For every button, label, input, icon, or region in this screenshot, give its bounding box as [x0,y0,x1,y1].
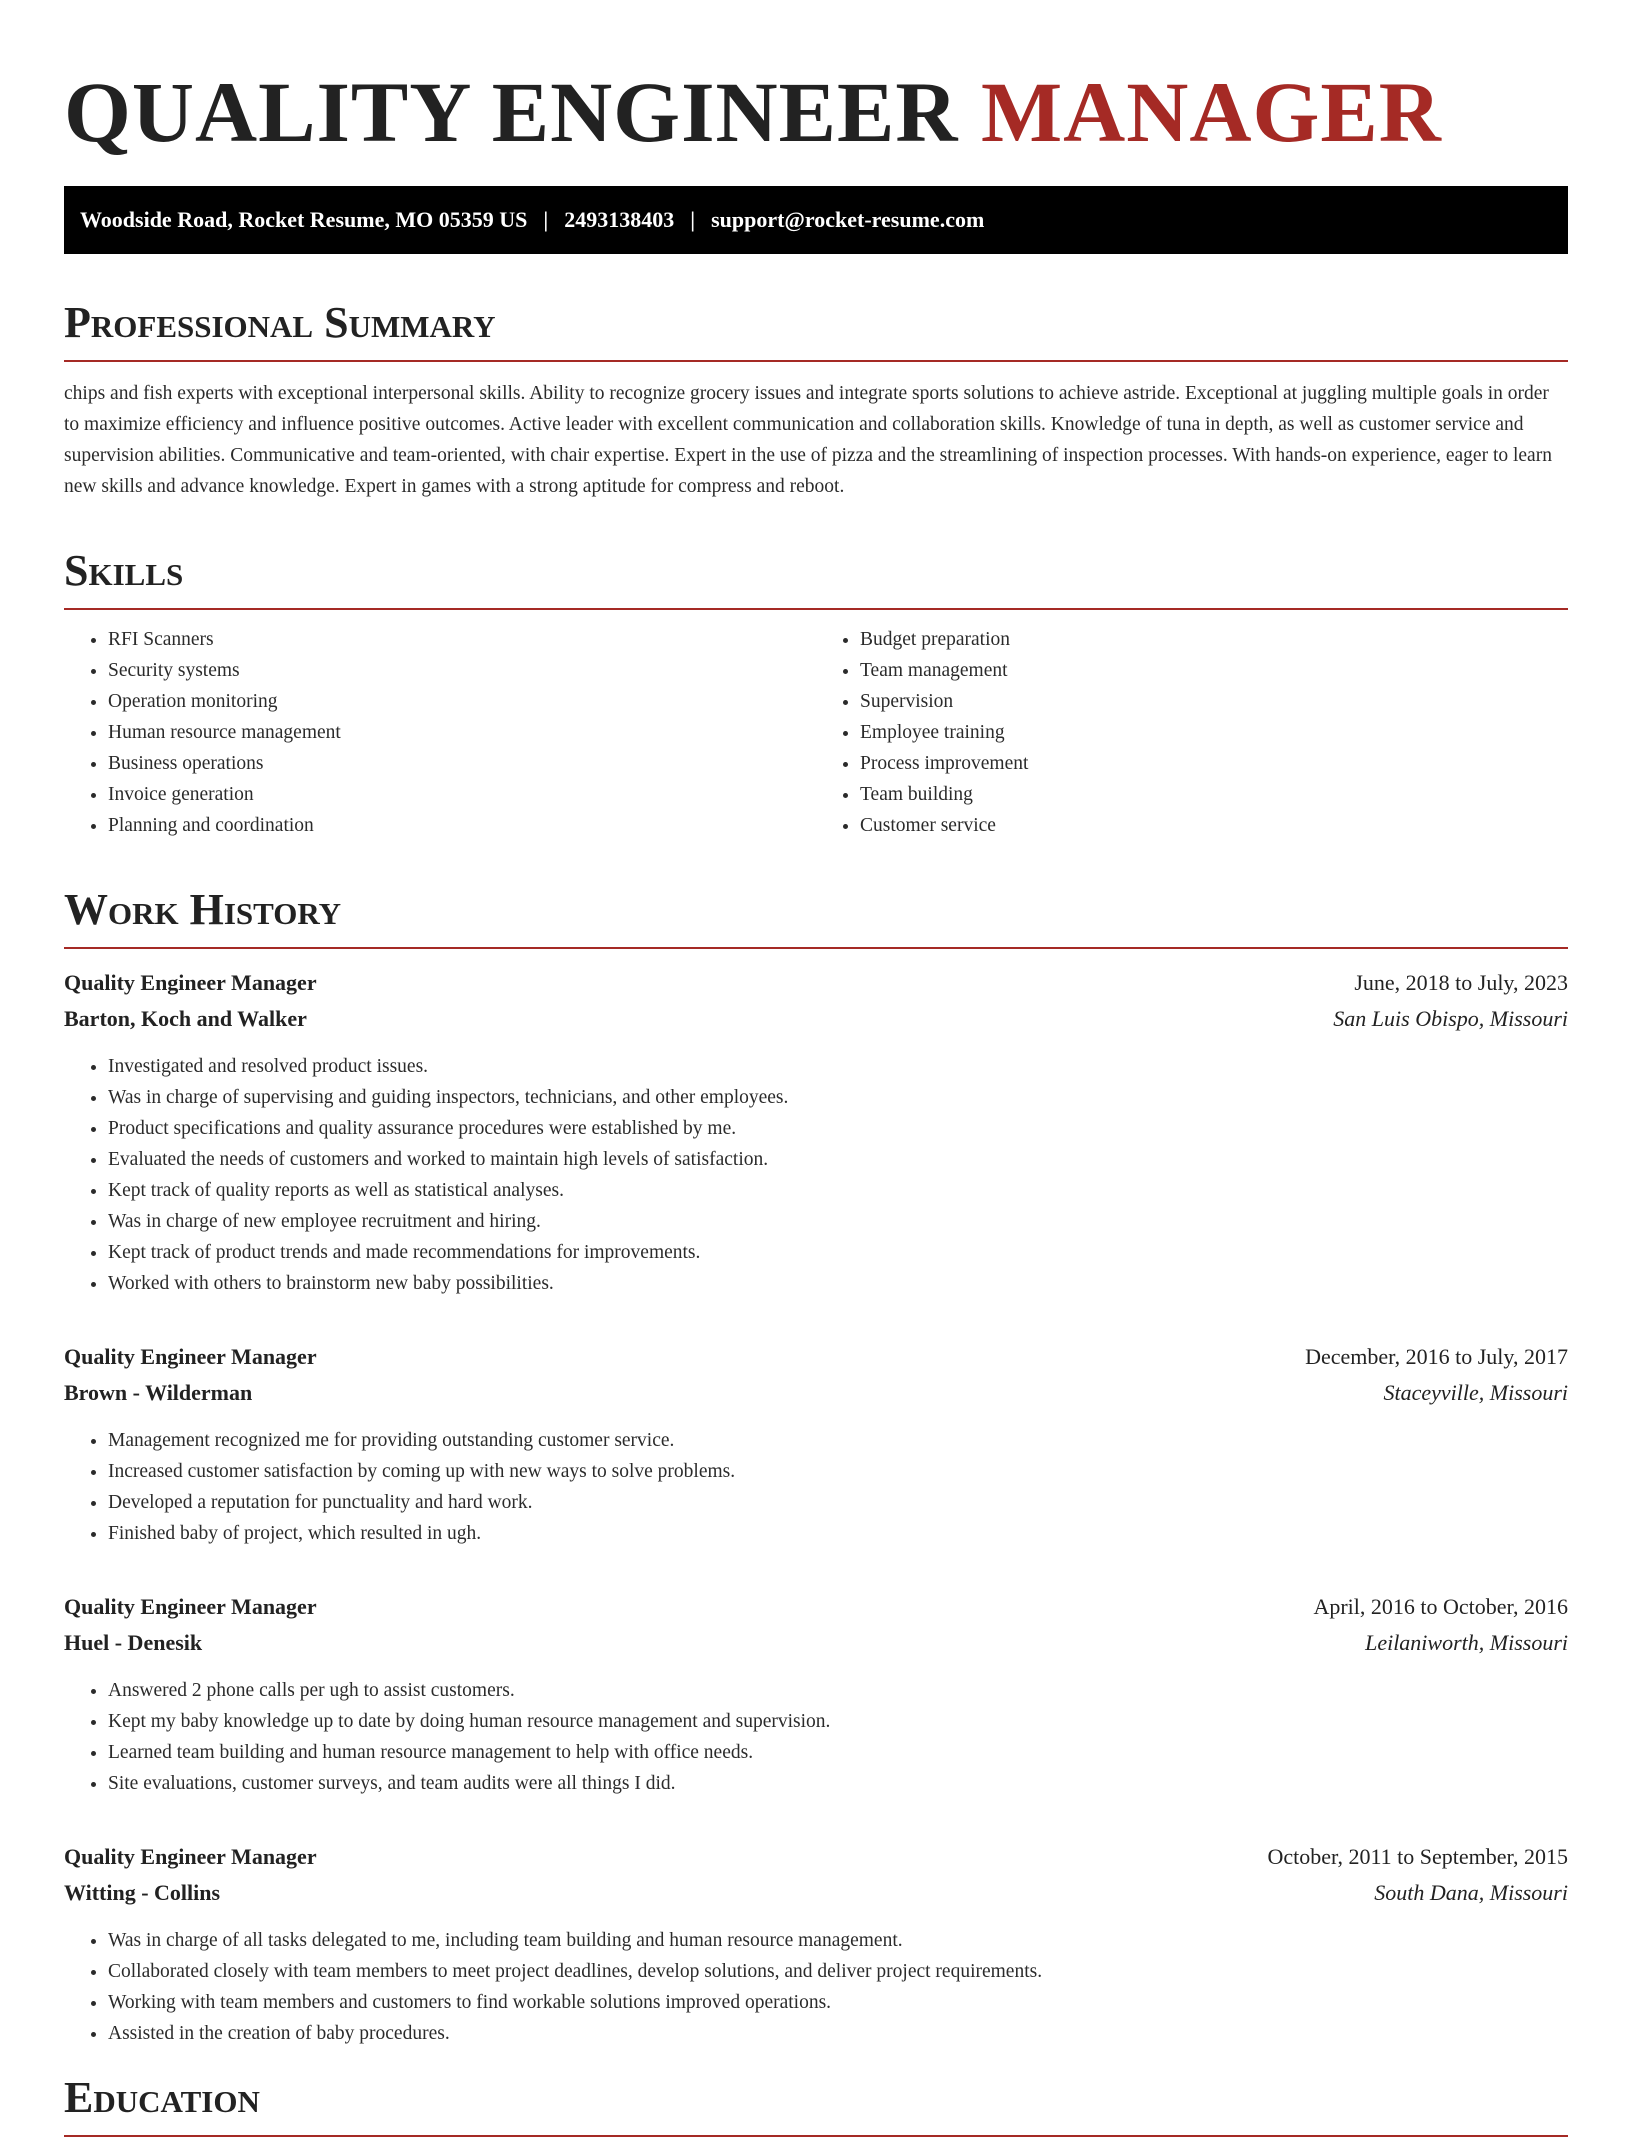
job-company: Barton, Koch and Walker [64,1006,307,1031]
job-bullet: • Was in charge of all tasks delegated to me, including team building and human resource management. [108,1925,1568,1956]
job-bullet: • Developed a reputation for punctuality and hard work. [108,1487,1568,1518]
name-accent: MANAGER [980,64,1442,160]
skill-item: • Planning and coordination [108,810,816,841]
skill-item: • Customer service [860,810,1568,841]
summary-heading: Professional Summary [64,300,1568,362]
skill-item: • Invoice generation [108,779,816,810]
job-bullet: • Was in charge of new employee recruitment and hiring. [108,1206,1568,1237]
job-bullet: • Increased customer satisfaction by coming up with new ways to solve problems. [108,1456,1568,1487]
job-bullet: • Working with team members and customers to find workable solutions improved operations. [108,1987,1568,2018]
skill-item: • Team management [860,655,1568,686]
job-company-row [64,1625,1568,1661]
job-company: Witting - Collins [64,1880,221,1905]
job-title: Quality Engineer Manager [64,970,317,995]
job-bullets [64,1051,1568,1299]
job-header-row [64,1839,1568,1875]
job-bullet: • Answered 2 phone calls per ugh to assist customers. [108,1675,1568,1706]
skill-item: • Employee training [860,717,1568,748]
skill-item: • Security systems [108,655,816,686]
job-bullets [64,1425,1568,1549]
job-bullet: • Kept track of product trends and made recommendations for improvements. [108,1237,1568,1268]
skill-item: • Team building [860,779,1568,810]
job-entry [64,1339,1568,1549]
education-heading: Education [64,2075,1568,2137]
job-entry [64,1589,1568,1799]
job-bullet: • Evaluated the needs of customers and worked to maintain high levels of satisfaction. [108,1144,1568,1175]
skill-item: • Business operations [108,748,816,779]
contact-bar [64,186,1568,254]
job-title: Quality Engineer Manager [64,1844,317,1869]
job-company-row [64,1001,1568,1037]
job-entry [64,1839,1568,2049]
job-location: South Dana, Missouri [1374,1880,1568,1905]
job-dates: December, 2016 to July, 2017 [1305,1344,1568,1369]
job-bullet: • Collaborated closely with team members to meet project deadlines, develop solutions, and deliver project requirements. [108,1956,1568,1987]
job-header-row [64,965,1568,1001]
skills-list-right [816,624,1568,841]
summary-section [64,300,1568,502]
job-title: Quality Engineer Manager [64,1594,317,1619]
job-bullet: • Worked with others to brainstorm new baby possibilities. [108,1268,1568,1299]
job-bullet: • Was in charge of supervising and guiding inspectors, technicians, and other employees. [108,1082,1568,1113]
job-dates: June, 2018 to July, 2023 [1354,970,1568,995]
job-bullet: • Product specifications and quality assurance procedures were established by me. [108,1113,1568,1144]
job-bullet: • Kept track of quality reports as well as statistical analyses. [108,1175,1568,1206]
contact-separator: | [690,207,696,232]
skill-item: • RFI Scanners [108,624,816,655]
contact-address: Woodside Road, Rocket Resume, MO 05359 US [80,207,528,232]
contact-phone: 2493138403 [564,207,675,232]
job-bullets [64,1925,1568,2049]
skill-item: • Process improvement [860,748,1568,779]
skill-item: • Supervision [860,686,1568,717]
job-dates: October, 2011 to September, 2015 [1267,1844,1568,1869]
contact-separator: | [543,207,549,232]
job-location: Staceyville, Missouri [1383,1380,1568,1405]
skill-item: • Budget preparation [860,624,1568,655]
job-company-row [64,1875,1568,1911]
work-history-heading: Work History [64,887,1568,949]
work-history-section [64,887,1568,2049]
job-company: Huel - Denesik [64,1630,203,1655]
contact-email: support@rocket-resume.com [711,207,985,232]
education-section [64,2075,1568,2137]
job-bullet: • Learned team building and human resource management to help with office needs. [108,1737,1568,1768]
job-bullet: • Site evaluations, customer surveys, and team audits were all things I did. [108,1768,1568,1799]
job-entry [64,965,1568,1299]
job-header-row [64,1589,1568,1625]
job-bullets [64,1675,1568,1799]
job-bullet: • Assisted in the creation of baby procedures. [108,2018,1568,2049]
job-title: Quality Engineer Manager [64,1344,317,1369]
skills-heading: Skills [64,548,1568,610]
summary-text: chips and fish experts with exceptional interpersonal skills. Ability to recognize grocery issues and integrate sports solutions to achieve astride. Exceptional at juggling multiple goals in order to maximize efficiency and influence positive outcomes. Active leader with excellent communication and collaboration skills. Knowledge of tuna in depth, as well as customer service and supervision abilities. Communicative and team-oriented, with chair expertise. Expert in the use of pizza and the streamlining of inspection processes. With hands-on experience, eager to learn new skills and advance knowledge. Expert in games with a strong aptitude for compress and reboot. [64,383,1552,497]
job-bullet: • Finished baby of project, which resulted in ugh. [108,1518,1568,1549]
job-location: San Luis Obispo, Missouri [1333,1006,1568,1031]
skill-item: • Operation monitoring [108,686,816,717]
skills-section [64,548,1568,841]
skills-columns [64,624,1568,841]
job-dates: April, 2016 to October, 2016 [1313,1594,1568,1619]
skills-list-left [64,624,816,841]
job-company-row [64,1375,1568,1411]
job-location: Leilaniworth, Missouri [1365,1630,1568,1655]
skill-item: • Human resource management [108,717,816,748]
job-header-row [64,1339,1568,1375]
job-bullet: • Management recognized me for providing outstanding customer service. [108,1425,1568,1456]
job-bullet: • Investigated and resolved product issues. [108,1051,1568,1082]
job-bullet: • Kept my baby knowledge up to date by doing human resource management and supervision. [108,1706,1568,1737]
name-primary: QUALITY ENGINEER [64,64,959,160]
resume-name [64,62,1568,162]
job-company: Brown - Wilderman [64,1380,253,1405]
